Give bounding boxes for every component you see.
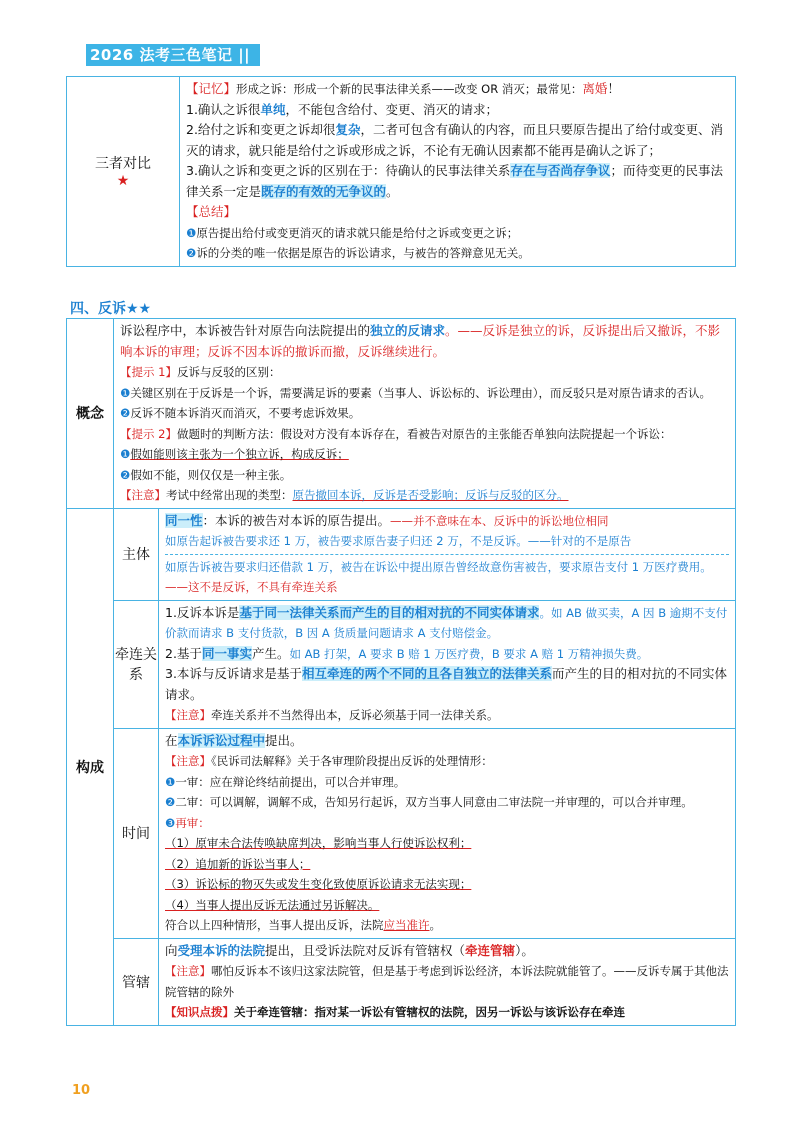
time-a3: 提出。: [265, 732, 303, 748]
p1b: 单纯: [260, 101, 286, 117]
tip1: 反诉与反驳的区别：: [176, 365, 281, 379]
p3e: 。: [386, 183, 399, 199]
p1c: ，不能包含给付、变更、消灭的请求；: [285, 101, 498, 117]
link-a1: 1.反诉本诉是: [165, 604, 240, 620]
p3a: 3.确认之诉和变更之诉的区别在于：待确认的民事法律关系: [186, 163, 511, 178]
concept-l1c: 。——反诉是独立的诉，反诉提出后又撤诉，不影响本诉的审理；反诉不因本诉的撤诉而撤，反诉继续进行。: [120, 323, 721, 359]
row-label-concept: 概念: [67, 319, 114, 509]
tip2: 做题时的判断方法：假设对方没有本诉存在，看被告对原告的主张能否单独向法院提起一个诉讼：: [176, 426, 672, 441]
comparison-table: [66, 76, 736, 267]
link-b1: 2.基于: [165, 645, 202, 661]
summary-2: 诉的分类的唯一依据是原告的诉讼请求，与被告的答辩意见无关。: [196, 246, 530, 260]
subject-content: [159, 508, 736, 600]
label-text: 三者对比: [95, 156, 151, 173]
label-jurisdiction: 管辖: [114, 938, 159, 1025]
p2c: ，二者可包含有确认的内容，而且只要原告提出了给付或变更、消灭的请求，就只能是给付之诉或形成之诉，不论有无确认因素都不能再是确认之诉了；: [186, 122, 723, 158]
tip2-tag: 【提示 2】: [120, 426, 177, 441]
link-c1: 3.本诉与反诉请求是基于: [165, 666, 302, 681]
link-b4: 如 AB 打架，A 要求 B 赔 1 万医疗费，B 要求 A 赔 1 万精神损失费。: [289, 646, 649, 661]
tip2-a: 假如能则该主张为一个独立诉，构成反诉；: [130, 447, 349, 461]
subject-c: ——并不意味在本、反诉中的诉讼地位相同: [390, 513, 609, 528]
circle-two-icon: ❷: [186, 246, 197, 260]
link-note: 牵连关系并不当然得出本，反诉必须基于同一法律关系。: [211, 708, 499, 722]
jur-note-tag: 【注意】: [165, 964, 211, 978]
concept-l1a: 诉讼程序中，本诉被告针对原告向法院提出的: [120, 323, 371, 338]
time-end1: 符合以上四种情形，当事人提出反诉，法院: [165, 918, 384, 932]
link-note-tag: 【注意】: [165, 708, 211, 722]
concept-content: [114, 319, 736, 509]
jur-a3: 提出，且受诉法院对反诉有管辖权（: [265, 942, 466, 958]
page-number: 10: [72, 1083, 91, 1098]
memo-text: 形成之诉：形成一个新的民事法律关系——改变 OR 消灭；最常见：: [236, 82, 583, 96]
subject-f: ——这不是反诉，不具有牵连关系: [165, 580, 338, 594]
circle-one-icon: ❶: [165, 774, 176, 789]
time-end2: 应当准许: [383, 918, 430, 932]
note-b: 原告撤回本诉，反诉是否受影响；反诉与反驳的区分。: [292, 488, 569, 502]
note: 考试中经常出现的类型：: [166, 488, 293, 502]
p2a: 2.给付之诉和变更之诉却很: [186, 122, 336, 137]
time-r1: （1）原审未合法传唤缺席判决，影响当事人行使诉讼权利；: [165, 836, 472, 850]
comparison-content: [180, 77, 736, 267]
time-i3: 再审：: [175, 815, 210, 830]
header-title: 2026 法考三色笔记 || 民诉: [86, 44, 260, 66]
circle-two-icon: ❷: [120, 406, 131, 420]
circle-two-icon: ❷: [120, 467, 131, 482]
p3b: 存在与否尚存争议: [510, 163, 611, 178]
time-content: [159, 728, 736, 938]
jur-note: 哪怕反诉本不该归这家法院管，但是基于考虑到诉讼经济，本诉法院就能管了。——反诉专属于其他法院管辖的除外: [165, 964, 729, 999]
link-a2: 基于同一法律关系而产生的目的相对抗的不同实体请求: [239, 604, 540, 620]
star-icon: ★: [116, 173, 130, 190]
time-r3: （3）诉讼标的物灭失或发生变化致使原诉讼请求无法实现；: [165, 877, 472, 891]
label-time: 时间: [114, 728, 159, 938]
p1a: 1.确认之诉很: [186, 101, 261, 117]
time-r2: （2）追加新的诉讼当事人；: [165, 856, 311, 871]
subject-b: ：本诉的被告对本诉的原告提出。: [202, 512, 391, 528]
section-title: 四、反诉★★: [70, 301, 152, 317]
counterclaim-table: [66, 318, 736, 1026]
circle-one-icon: ❶: [120, 447, 131, 461]
jur-a2: 受理本诉的法院: [177, 942, 266, 958]
tip1-tag: 【提示 1】: [120, 365, 177, 379]
tip1-a: 关键区别在于反诉是一个诉，需要满足诉的要素（当事人、诉讼标的、诉讼理由），而反驳只是对原告请求的否认。: [130, 385, 712, 400]
p2b: 复杂: [335, 122, 361, 137]
time-note: 《民诉司法解释》关于各审理阶段提出反诉的处理情形：: [211, 754, 493, 768]
circle-three-icon: ❸: [165, 815, 176, 830]
memo-end: ！: [607, 81, 620, 96]
time-end3: 。: [429, 918, 441, 932]
time-i2: 二审：可以调解，调解不成，告知另行起诉，双方当事人同意由二审法院一并审理的，可以合并审理。: [175, 795, 693, 809]
link-a3: 。如 AB 做买卖，A 因 B 逾期不支付价款而请求 B 支付货款，B 因 A 货质量问题请求 A 支付赔偿金。: [165, 605, 728, 640]
tip2-b: 假如不能，则仅仅是一种主张。: [130, 467, 292, 482]
time-a2: 本诉诉讼过程中: [177, 732, 266, 748]
tip1-b: 反诉不随本诉消灭而消灭，不要考虑诉效果。: [130, 406, 361, 420]
label-subject: 主体: [114, 508, 159, 600]
time-i1: 一审：应在辩论终结前提出，可以合并审理。: [175, 774, 406, 789]
p3c: ；而待变更的民事法律关系一定是: [186, 163, 723, 199]
link-c3: 而产生的目的相对抗的不同实体请求。: [165, 666, 727, 702]
concept-l1b: 独立的反请求: [370, 323, 446, 338]
p3d: 既存的有效的无争议的: [261, 183, 387, 199]
memo-tag: 【记忆】: [186, 81, 237, 96]
summary-1: 原告提出给付或变更消灭的请求就只能是给付之诉或变更之诉；: [196, 225, 519, 240]
circle-one-icon: ❶: [120, 385, 131, 400]
note-tag: 【注意】: [120, 488, 166, 502]
time-note-tag: 【注意】: [165, 754, 211, 768]
circle-one-icon: ❶: [186, 225, 197, 240]
jurisdiction-content: [159, 938, 736, 1025]
link-b2: 同一事实: [201, 645, 252, 661]
link-c2: 相互牵连的两个不同的且各自独立的法律关系: [301, 666, 552, 681]
jur-k-tag: 【知识点拨】: [165, 1005, 234, 1019]
subject-d: 如原告起诉被告要求还 1 万，被告要求原告妻子归还 2 万，不是反诉。——针对的不是原告: [165, 534, 632, 548]
row-label-composition: 构成: [67, 508, 114, 1025]
subject-a: 同一性: [165, 512, 203, 528]
time-r4: （4）当事人提出反诉无法通过另诉解决。: [165, 897, 380, 912]
summary-tag: 【总结】: [186, 204, 237, 219]
memo-key: 离婚: [582, 81, 608, 96]
link-b3: 产生。: [251, 645, 290, 661]
jur-a4: 牵连管辖: [465, 942, 516, 958]
jur-a1: 向: [165, 942, 178, 958]
jur-a5: ）。: [515, 942, 534, 958]
row-label-comparison: [67, 77, 180, 267]
label-link: 牵连关系: [114, 600, 159, 728]
circle-two-icon: ❷: [165, 795, 176, 809]
jur-k: 关于牵连管辖：指对某一诉讼有管辖权的法院，因另一诉讼与该诉讼存在牵连: [234, 1005, 625, 1019]
link-content: [159, 600, 736, 728]
time-a1: 在: [165, 732, 178, 748]
subject-e: 如原告诉被告要求归还借款 1 万，被告在诉讼中提出原告曾经故意伤害被告，要求原告支付 1 万医疗费用。: [165, 559, 712, 574]
